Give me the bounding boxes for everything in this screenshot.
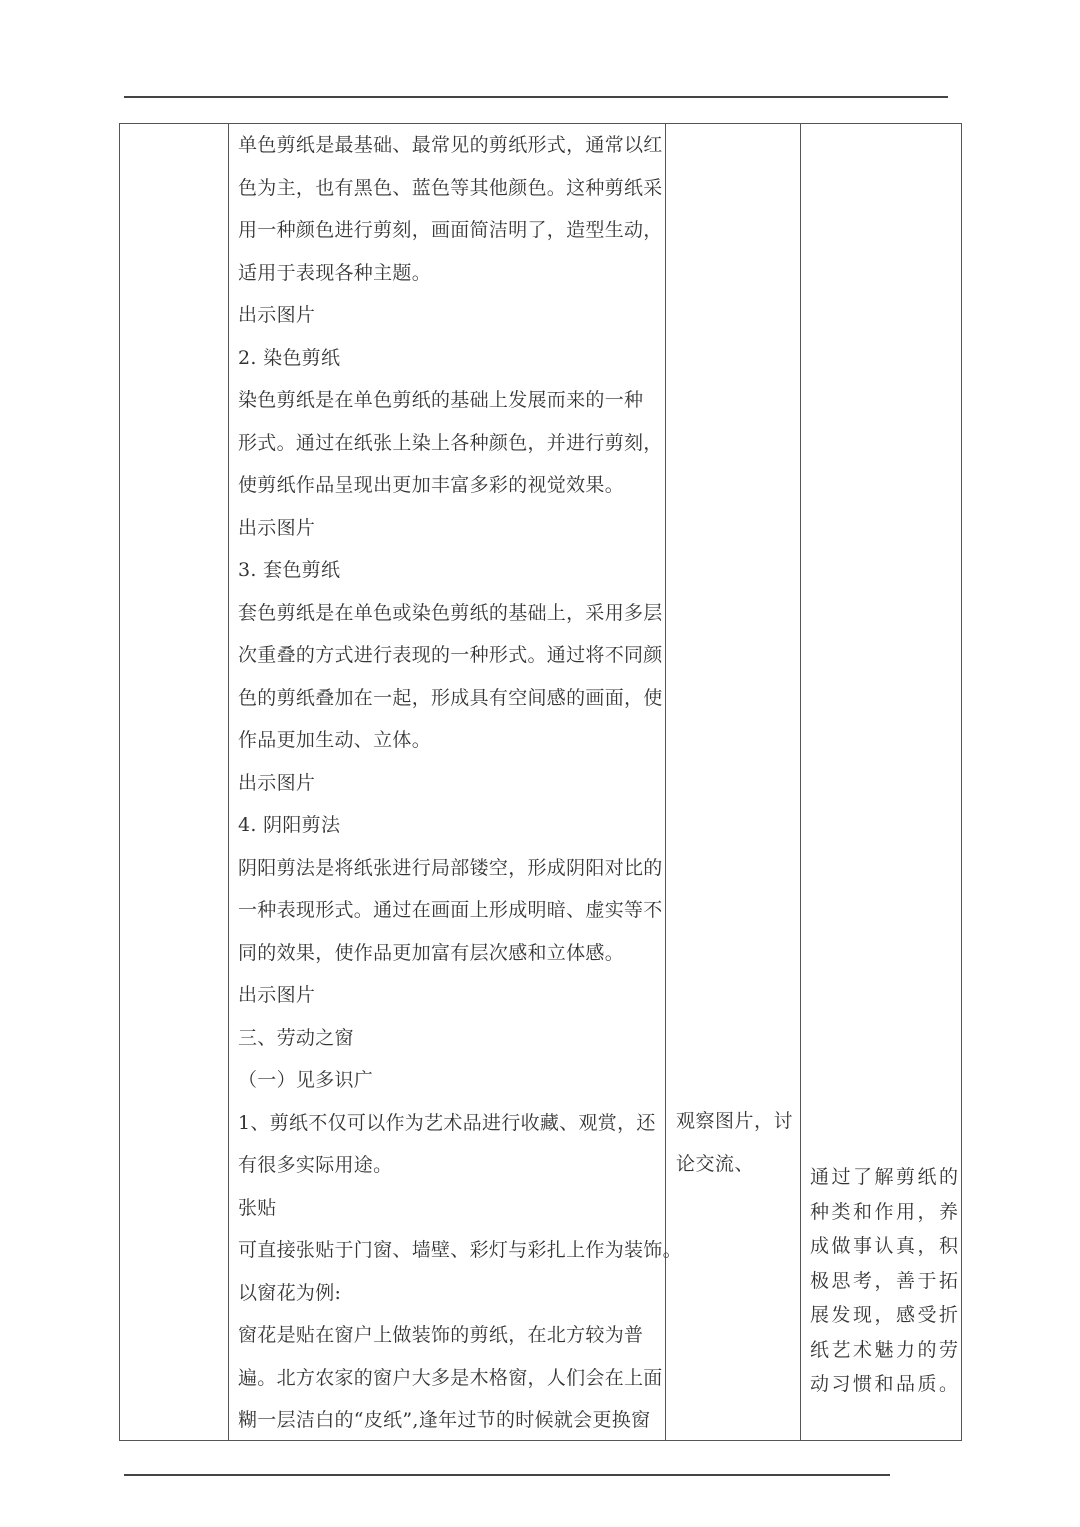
content-line: 色的剪纸叠加在一起，形成具有空间感的画面，使 xyxy=(238,686,663,709)
design-intent-cell xyxy=(810,1160,960,1402)
content-line: 次重叠的方式进行表现的一种形式。通过将不同颜 xyxy=(238,644,663,666)
intent-line: 成做事认真，积 xyxy=(810,1235,961,1257)
section-heading: 4. 阴阳剪法 xyxy=(238,814,341,836)
intent-line: 纸艺术魅力的劳 xyxy=(810,1338,961,1361)
content-line: 出示图片 xyxy=(238,516,316,539)
content-line: 张贴 xyxy=(238,1196,277,1219)
content-line: 形式。通过在纸张上染上各种颜色，并进行剪刻， xyxy=(238,431,663,454)
activity-line: 论交流、 xyxy=(676,1152,755,1175)
content-line: 有很多实际用途。 xyxy=(238,1154,393,1176)
student-activity-cell xyxy=(676,1100,796,1185)
content-line: 染色剪纸是在单色剪纸的基础上发展而来的一种 xyxy=(238,389,644,411)
content-line: 色为主，也有黑色、蓝色等其他颜色。这种剪纸采 xyxy=(238,176,663,199)
content-line: 出示图片 xyxy=(238,771,316,794)
content-line: 出示图片 xyxy=(238,984,316,1006)
column-divider-1 xyxy=(228,124,229,1440)
content-line: 1、剪纸不仅可以作为艺术品进行收藏、观赏，还 xyxy=(238,1111,656,1134)
content-line: 以窗花为例: xyxy=(238,1281,342,1304)
content-line: 作品更加生动、立体。 xyxy=(238,729,432,751)
intent-line: 种类和作用，养 xyxy=(810,1200,961,1223)
section-heading: 三、劳动之窗 xyxy=(238,1026,354,1049)
content-line: 可直接张贴于门窗、墙壁、彩灯与彩扎上作为装饰。 xyxy=(238,1239,682,1261)
column-divider-3 xyxy=(800,124,801,1440)
content-line: 单色剪纸是最基础、最常见的剪纸形式，通常以红 xyxy=(238,134,663,156)
content-line: 窗花是贴在窗户上做装饰的剪纸，在北方较为普 xyxy=(238,1324,644,1346)
section-heading: 2. 染色剪纸 xyxy=(238,346,341,369)
footer-rule xyxy=(124,1474,890,1476)
activity-line: 观察图片，讨 xyxy=(676,1110,794,1132)
content-line: 阴阳剪法是将纸张进行局部镂空，形成阴阳对比的 xyxy=(238,856,663,879)
header-rule xyxy=(124,96,948,98)
intent-line: 极思考，善于拓 xyxy=(810,1269,961,1292)
teaching-content-cell xyxy=(238,124,682,1442)
content-line: 同的效果，使作品更加富有层次感和立体感。 xyxy=(238,941,625,964)
intent-line: 展发现，感受折 xyxy=(810,1304,961,1326)
intent-line: 通过了解剪纸的 xyxy=(810,1166,961,1188)
content-line: 糊一层洁白的“皮纸”,逢年过节的时候就会更换窗 xyxy=(238,1409,651,1431)
content-line: 适用于表现各种主题。 xyxy=(238,261,432,284)
content-line: 一种表现形式。通过在画面上形成明暗、虚实等不 xyxy=(238,899,663,921)
content-line: 使剪纸作品呈现出更加丰富多彩的视觉效果。 xyxy=(238,474,625,496)
content-line: 套色剪纸是在单色或染色剪纸的基础上，采用多层 xyxy=(238,601,663,624)
content-line: 遍。北方农家的窗户大多是木格窗，人们会在上面 xyxy=(238,1366,663,1389)
subsection-heading: （一）见多识广 xyxy=(238,1069,374,1091)
content-line: 出示图片 xyxy=(238,304,316,326)
intent-line: 动习惯和品质。 xyxy=(810,1373,961,1395)
content-line: 用一种颜色进行剪刻，画面简洁明了，造型生动， xyxy=(238,219,663,241)
section-heading: 3. 套色剪纸 xyxy=(238,559,341,581)
